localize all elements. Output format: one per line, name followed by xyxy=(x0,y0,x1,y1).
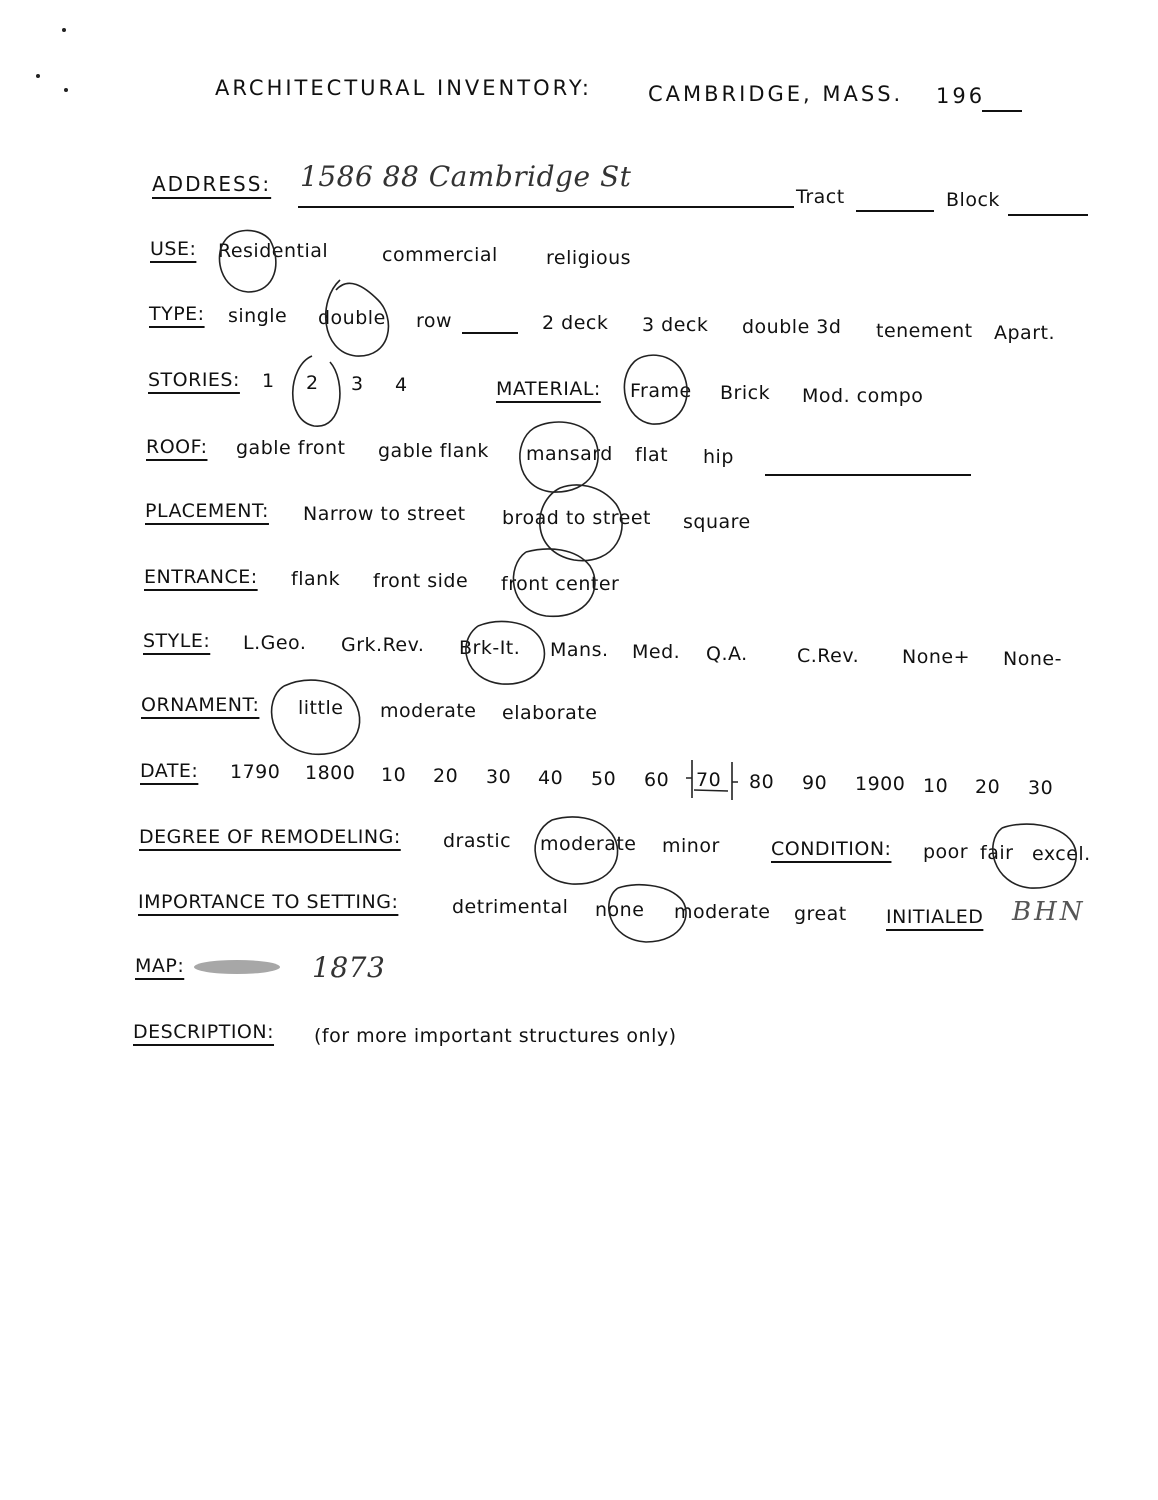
date-option[interactable]: 1790 xyxy=(230,761,281,783)
form-title: ARCHITECTURAL INVENTORY: xyxy=(215,76,592,100)
remodeling-option-drastic[interactable]: drastic xyxy=(443,830,512,852)
type-option-double-3d[interactable]: double 3d xyxy=(742,316,842,338)
date-option[interactable]: 30 xyxy=(486,766,512,788)
importance-option-moderate[interactable]: moderate xyxy=(674,901,771,923)
scan-speck xyxy=(36,74,40,78)
initialed-value[interactable]: BHN xyxy=(1012,897,1086,927)
placement-option-broad[interactable]: broad to street xyxy=(502,507,652,529)
style-option-none-plus[interactable]: None+ xyxy=(902,646,970,668)
date-option[interactable]: 80 xyxy=(749,771,775,793)
placement-option-narrow[interactable]: Narrow to street xyxy=(303,503,466,525)
importance-label: IMPORTANCE TO SETTING: xyxy=(138,891,399,913)
style-option-brkit[interactable]: Brk-It. xyxy=(459,637,521,659)
roof-option-hip[interactable]: hip xyxy=(703,446,734,468)
type-option-double[interactable]: double xyxy=(318,307,386,329)
roof-option-gable-flank[interactable]: gable flank xyxy=(378,440,489,462)
initialed-label: INITIALED xyxy=(886,906,984,928)
stories-label: STORIES: xyxy=(148,369,240,391)
material-option-brick[interactable]: Brick xyxy=(720,382,771,404)
description-note: (for more important structures only) xyxy=(314,1025,677,1047)
roof-option-mansard[interactable]: mansard xyxy=(526,443,613,465)
date-option[interactable]: 1800 xyxy=(305,762,356,784)
style-option-lgeo[interactable]: L.Geo. xyxy=(243,632,307,654)
entrance-option-front-side[interactable]: front side xyxy=(373,570,469,592)
importance-option-detrimental[interactable]: detrimental xyxy=(452,896,569,918)
block-label: Block xyxy=(946,189,1000,211)
row-blank-line xyxy=(462,332,518,334)
stories-option-2[interactable]: 2 xyxy=(306,372,319,394)
roof-option-flat[interactable]: flat xyxy=(635,444,669,466)
type-option-tenement[interactable]: tenement xyxy=(876,320,973,342)
type-option-3-deck[interactable]: 3 deck xyxy=(642,314,709,336)
roof-label: ROOF: xyxy=(146,436,208,458)
stories-option-4[interactable]: 4 xyxy=(395,374,408,396)
material-option-frame[interactable]: Frame xyxy=(630,380,692,402)
roof-option-gable-front[interactable]: gable front xyxy=(236,437,346,459)
style-option-none-minus[interactable]: None- xyxy=(1003,648,1062,670)
stories-option-1[interactable]: 1 xyxy=(262,370,275,392)
placement-label: PLACEMENT: xyxy=(145,500,269,522)
remodeling-option-minor[interactable]: minor xyxy=(662,835,720,857)
scan-speck xyxy=(62,28,66,32)
style-option-crev[interactable]: C.Rev. xyxy=(797,645,860,667)
use-option-religious[interactable]: religious xyxy=(546,247,632,269)
stories-option-3[interactable]: 3 xyxy=(351,373,364,395)
date-option[interactable]: 60 xyxy=(644,769,670,791)
remodeling-option-moderate[interactable]: moderate xyxy=(540,833,637,855)
address-line xyxy=(298,206,794,208)
ornament-label: ORNAMENT: xyxy=(141,694,260,716)
use-option-residential[interactable]: Residential xyxy=(218,240,329,262)
description-label: DESCRIPTION: xyxy=(133,1021,275,1043)
style-label: STYLE: xyxy=(143,630,211,652)
condition-option-poor[interactable]: poor xyxy=(923,841,969,863)
map-label: MAP: xyxy=(135,955,185,977)
ornament-option-little[interactable]: little xyxy=(298,697,344,719)
entrance-option-front-center[interactable]: front center xyxy=(501,573,620,595)
date-label: DATE: xyxy=(140,760,199,782)
material-label: MATERIAL: xyxy=(496,378,601,400)
tract-line[interactable] xyxy=(856,210,934,212)
block-line[interactable] xyxy=(1008,214,1088,216)
date-option-selected[interactable]: 70 xyxy=(696,769,722,791)
address-label: ADDRESS: xyxy=(152,172,272,196)
tract-label: Tract xyxy=(796,186,845,208)
map-value[interactable]: 1873 xyxy=(312,951,386,984)
use-label: USE: xyxy=(150,238,197,260)
date-option[interactable]: 20 xyxy=(433,765,459,787)
condition-label: CONDITION: xyxy=(771,838,892,860)
ornament-option-moderate[interactable]: moderate xyxy=(380,700,477,722)
date-option[interactable]: 10 xyxy=(381,764,407,786)
date-option[interactable]: 30 xyxy=(1028,777,1054,799)
remodeling-label: DEGREE OF REMODELING: xyxy=(139,826,401,848)
scan-speck xyxy=(64,88,68,92)
entrance-label: ENTRANCE: xyxy=(144,566,258,588)
date-option[interactable]: 10 xyxy=(923,775,949,797)
style-option-qa[interactable]: Q.A. xyxy=(706,643,748,665)
date-option[interactable]: 1900 xyxy=(855,773,906,795)
form-year-prefix: 196 xyxy=(936,84,986,108)
type-option-2-deck[interactable]: 2 deck xyxy=(542,312,609,334)
ornament-option-elaborate[interactable]: elaborate xyxy=(502,702,598,724)
date-option[interactable]: 20 xyxy=(975,776,1001,798)
importance-option-great[interactable]: great xyxy=(794,903,847,925)
style-option-med[interactable]: Med. xyxy=(632,641,681,663)
year-blank-line xyxy=(982,110,1022,112)
use-option-commercial[interactable]: commercial xyxy=(382,244,498,266)
type-option-apart[interactable]: Apart. xyxy=(994,322,1056,344)
placement-option-square[interactable]: square xyxy=(683,511,751,533)
redacted-smudge xyxy=(194,960,280,974)
address-value[interactable]: 1586 88 Cambridge St xyxy=(300,160,632,193)
importance-option-none[interactable]: none xyxy=(595,899,645,921)
condition-option-excel[interactable]: excel. xyxy=(1032,843,1091,865)
type-option-single[interactable]: single xyxy=(228,305,288,327)
condition-option-fair[interactable]: fair xyxy=(980,842,1014,864)
type-label: TYPE: xyxy=(149,303,205,325)
style-option-grkrev[interactable]: Grk.Rev. xyxy=(341,634,425,656)
date-option[interactable]: 90 xyxy=(802,772,828,794)
date-option[interactable]: 40 xyxy=(538,767,564,789)
roof-blank-line[interactable] xyxy=(765,474,971,476)
entrance-option-flank[interactable]: flank xyxy=(291,568,341,590)
type-option-row[interactable]: row xyxy=(416,310,453,332)
style-option-mans[interactable]: Mans. xyxy=(550,639,609,661)
form-city: CAMBRIDGE, MASS. xyxy=(648,82,904,106)
date-option[interactable]: 50 xyxy=(591,768,617,790)
material-option-mod-compo[interactable]: Mod. compo xyxy=(802,385,924,407)
